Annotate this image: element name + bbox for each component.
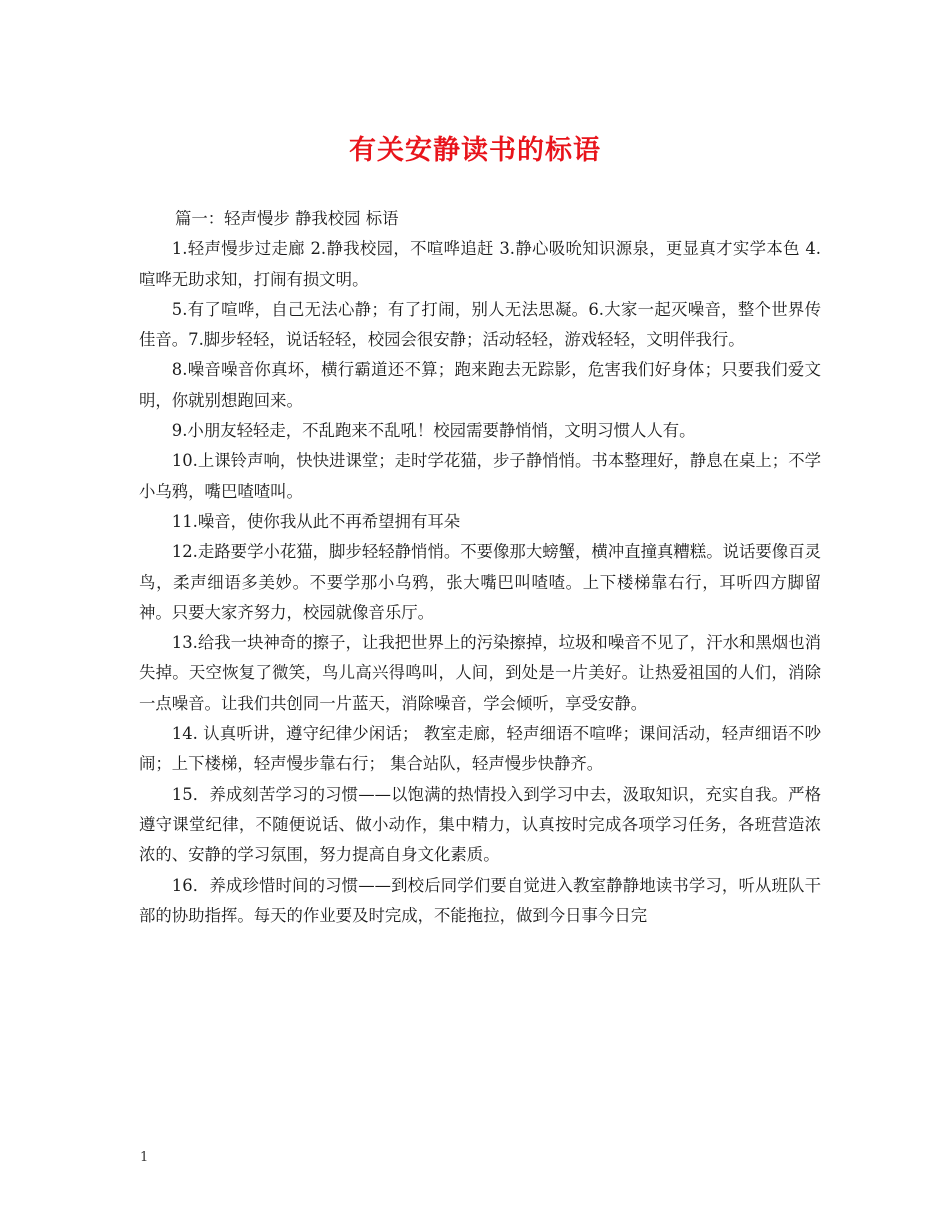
paragraph: 11.噪音，使你我从此不再希望拥有耳朵	[171, 511, 461, 531]
paragraph: 1.轻声慢步过走廊 2.静我校园，不喧哗追赶 3.静心吸吮知识源泉，更显真才实学本色 4.喧哗无助求知，打闹有损文明。	[139, 239, 821, 289]
document-title: 有关安静读书的标语	[349, 135, 601, 166]
paragraph: 13.给我一块神奇的擦子，让我把世界上的污染擦掉，垃圾和噪音不见了，汗水和黑烟也消失掉。天空恢复了微笑，鸟儿高兴得鸣叫，人间，到处是一片美好。让热爱祖国的人们，消除一点噪音。让我们共创同一片蓝天，消除噪音，学会倾听，享受安静。	[139, 633, 821, 713]
paragraph: 10.上课铃声响，快快进课堂；走时学花猫，步子静悄悄。书本整理好，静息在桌上；不学小乌鸦，嘴巴喳喳叫。	[139, 451, 821, 501]
document-body	[139, 204, 821, 931]
paragraph: 8.噪音噪音你真坏，横行霸道还不算；跑来跑去无踪影，危害我们好身体；只要我们爱文明，你就别想跑回来。	[139, 360, 821, 410]
page-number: 1	[140, 1150, 149, 1165]
paragraph: 9.小朋友轻轻走，不乱跑来不乱吼！校园需要静悄悄，文明习惯人人有。	[171, 421, 696, 441]
paragraph: 15．养成刻苦学习的习惯——以饱满的热情投入到学习中去，汲取知识，充实自我。严格遵守课堂纪律，不随便说话、做小动作，集中精力，认真按时完成各项学习任务，各班营造浓浓的、安静的学习氛围，努力提高自身文化素质。	[139, 784, 821, 865]
paragraph: 16．养成珍惜时间的习惯——到校后同学们要自觉进入教室静静地读书学习，听从班队干部的协助指挥。每天的作业要及时完成，不能拖拉，做到今日事今日完	[139, 875, 821, 925]
paragraph-heading: 篇一：轻声慢步 静我校园 标语	[175, 209, 399, 228]
paragraph: 14. 认真听讲，遵守纪律少闲话； 教室走廊，轻声细语不喧哗；课间活动，轻声细语不吵闹；上下楼梯，轻声慢步靠右行； 集合站队，轻声慢步快静齐。	[139, 724, 821, 774]
paragraph: 12.走路要学小花猫，脚步轻轻静悄悄。不要像那大螃蟹，横冲直撞真糟糕。说话要像百灵鸟，柔声细语多美妙。不要学那小乌鸦，张大嘴巴叫喳喳。上下楼梯靠右行，耳听四方脚留神。只要大家齐努力，校园就像音乐厅。	[139, 542, 821, 622]
paragraph: 5.有了喧哗，自己无法心静；有了打闹，别人无法思凝。6.大家一起灭噪音，整个世界传佳音。7.脚步轻轻，说话轻轻，校园会很安静；活动轻轻，游戏轻轻，文明伴我行。	[139, 299, 821, 350]
